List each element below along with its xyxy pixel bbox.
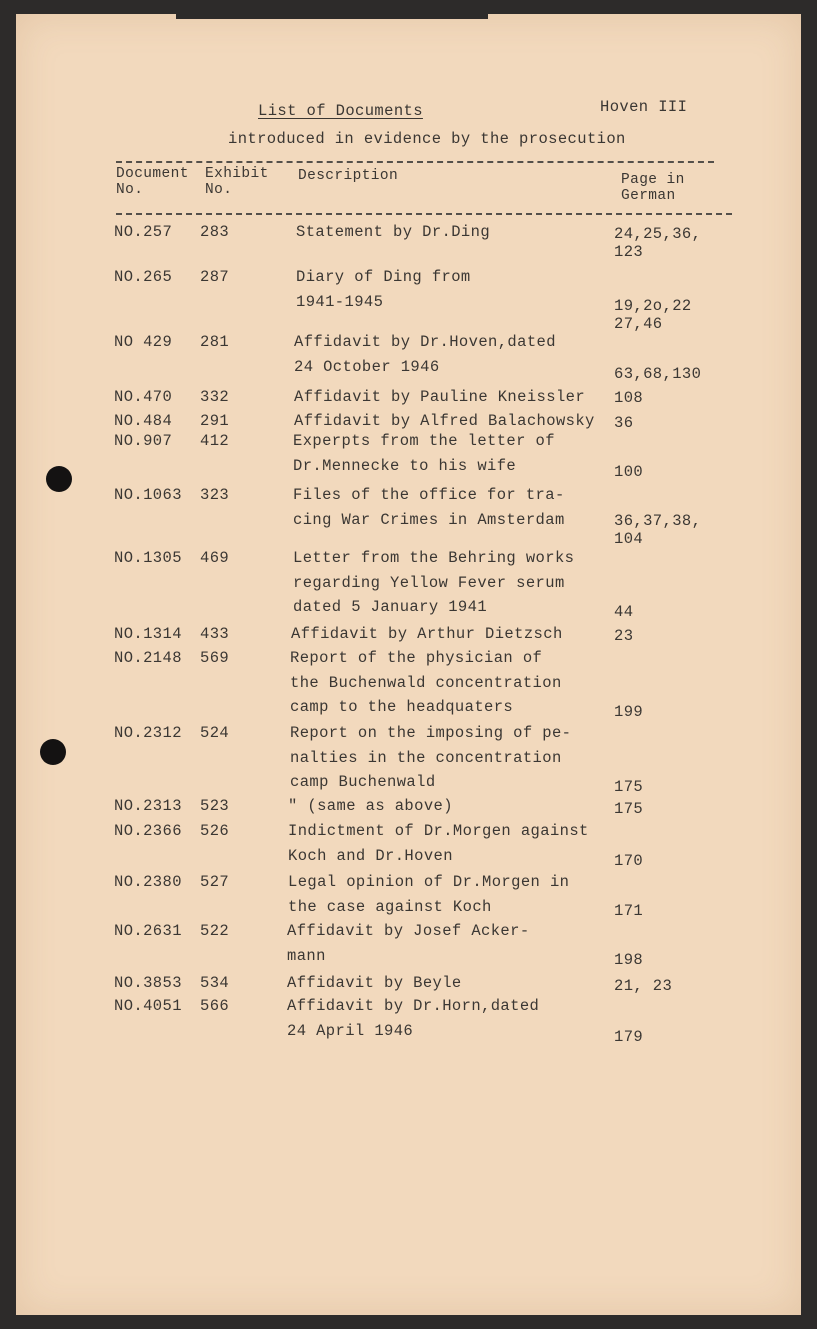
description-line: 24 April 1946 <box>287 1021 414 1040</box>
column-header-page-line1: Page in <box>621 172 685 188</box>
german-page-numbers: 171 <box>614 902 644 920</box>
exhibit-number: 412 <box>200 432 230 450</box>
description-line: Letter from the Behring works <box>293 549 575 567</box>
description-line: Statement by Dr.Ding <box>296 223 491 241</box>
exhibit-number: 291 <box>200 412 230 430</box>
description-line: the Buchenwald concentration <box>290 673 562 692</box>
description-line: Experpts from the letter of <box>293 432 555 450</box>
german-page-numbers: 199 <box>614 703 644 721</box>
exhibit-number: 524 <box>200 724 230 742</box>
header-rule-bottom <box>116 213 732 215</box>
german-page-numbers: 100 <box>614 463 644 481</box>
document-number: NO.257 <box>114 223 173 241</box>
document-number: NO.2631 <box>114 922 182 940</box>
document-number: NO.1063 <box>114 486 182 504</box>
description-line: Affidavit by Pauline Kneissler <box>294 388 586 406</box>
page-title: List of Documents <box>258 102 423 120</box>
description-line: Affidavit by Dr.Hoven,dated <box>294 333 556 351</box>
binder-punch-hole-lower <box>40 739 66 765</box>
page-subtitle: introduced in evidence by the prosecution <box>228 130 626 148</box>
exhibit-number: 283 <box>200 223 230 241</box>
column-header-description: Description <box>298 168 399 184</box>
description-line: Koch and Dr.Hoven <box>288 846 453 865</box>
description-line: camp to the headquaters <box>290 698 514 716</box>
description-line: Report on the imposing of pe- <box>290 724 572 742</box>
description-line: Affidavit by Alfred Balachowsky <box>294 412 595 430</box>
german-page-numbers: 27,46 <box>614 315 663 333</box>
german-page-numbers: 36 <box>614 414 634 432</box>
header-rule-top <box>116 161 714 163</box>
description-line: cing War Crimes in Amsterdam <box>293 510 565 529</box>
exhibit-number: 566 <box>200 997 230 1015</box>
description-line: " (same as above) <box>288 797 453 815</box>
description-line: 1941-1945 <box>296 292 384 311</box>
column-header-page <box>621 172 685 204</box>
exhibit-number: 332 <box>200 388 230 406</box>
document-page <box>16 14 801 1315</box>
exhibit-number: 569 <box>200 649 230 667</box>
column-header-exhibit-line2: No. <box>205 182 233 198</box>
german-page-numbers: 175 <box>614 778 644 796</box>
document-number: NO.470 <box>114 388 173 406</box>
german-page-numbers: 108 <box>614 389 644 407</box>
document-number: NO.4051 <box>114 997 182 1015</box>
description-line: Affidavit by Beyle <box>287 974 462 992</box>
description-line: dated 5 January 1941 <box>293 598 488 616</box>
column-header-exhibit <box>205 166 269 198</box>
document-number: NO.2380 <box>114 873 182 891</box>
german-page-numbers: 123 <box>614 243 644 261</box>
document-number: NO 429 <box>114 333 173 351</box>
german-page-numbers: 23 <box>614 627 634 645</box>
description-line: Files of the office for tra- <box>293 486 565 504</box>
german-page-numbers: 21, 23 <box>614 977 673 995</box>
description-line: Dr.Mennecke to his wife <box>293 456 517 475</box>
exhibit-number: 281 <box>200 333 230 351</box>
german-page-numbers: 24,25,36, <box>614 225 702 243</box>
german-page-numbers: 170 <box>614 852 644 870</box>
description-line: regarding Yellow Fever serum <box>293 573 565 592</box>
german-page-numbers: 63,68,130 <box>614 365 702 383</box>
exhibit-number: 522 <box>200 922 230 940</box>
exhibit-number: 323 <box>200 486 230 504</box>
document-number: NO.1305 <box>114 549 182 567</box>
document-number: NO.484 <box>114 412 173 430</box>
german-page-numbers: 44 <box>614 603 634 621</box>
document-number: NO.1314 <box>114 625 182 643</box>
document-number: NO.2312 <box>114 724 182 742</box>
exhibit-number: 287 <box>200 268 230 286</box>
column-header-document-line1: Document <box>116 166 189 182</box>
description-line: Affidavit by Josef Acker- <box>287 922 530 940</box>
paper-edge-notch <box>176 14 488 19</box>
exhibit-number: 469 <box>200 549 230 567</box>
column-header-document <box>116 166 189 198</box>
description-line: nalties in the concentration <box>290 748 562 767</box>
description-line: the case against Koch <box>288 897 492 916</box>
document-number: NO.3853 <box>114 974 182 992</box>
exhibit-number: 523 <box>200 797 230 815</box>
description-line: 24 October 1946 <box>294 357 440 376</box>
german-page-numbers: 175 <box>614 800 644 818</box>
description-line: Affidavit by Arthur Dietzsch <box>291 625 563 643</box>
document-number: NO.2366 <box>114 822 182 840</box>
german-page-numbers: 198 <box>614 951 644 969</box>
document-number: NO.2148 <box>114 649 182 667</box>
german-page-numbers: 19,2o,22 <box>614 297 692 315</box>
document-number: NO.265 <box>114 268 173 286</box>
description-line: Diary of Ding from <box>296 268 471 286</box>
description-line: Indictment of Dr.Morgen against <box>288 822 589 840</box>
german-page-numbers: 104 <box>614 530 644 548</box>
description-line: Affidavit by Dr.Horn,dated <box>287 997 540 1015</box>
german-page-numbers: 36,37,38, <box>614 512 702 530</box>
document-number: NO.907 <box>114 432 173 450</box>
column-header-page-line2: German <box>621 188 676 204</box>
document-number: NO.2313 <box>114 797 182 815</box>
description-line: Report of the physician of <box>290 649 543 667</box>
description-line: camp Buchenwald <box>290 773 436 791</box>
column-header-document-line2: No. <box>116 182 144 198</box>
german-page-numbers: 179 <box>614 1028 644 1046</box>
exhibit-number: 433 <box>200 625 230 643</box>
exhibit-number: 527 <box>200 873 230 891</box>
description-line: Legal opinion of Dr.Morgen in <box>288 873 570 891</box>
case-label: Hoven III <box>600 98 688 116</box>
column-header-exhibit-line1: Exhibit <box>205 166 269 182</box>
binder-punch-hole-upper <box>46 466 72 492</box>
description-line: mann <box>287 946 326 965</box>
exhibit-number: 526 <box>200 822 230 840</box>
exhibit-number: 534 <box>200 974 230 992</box>
